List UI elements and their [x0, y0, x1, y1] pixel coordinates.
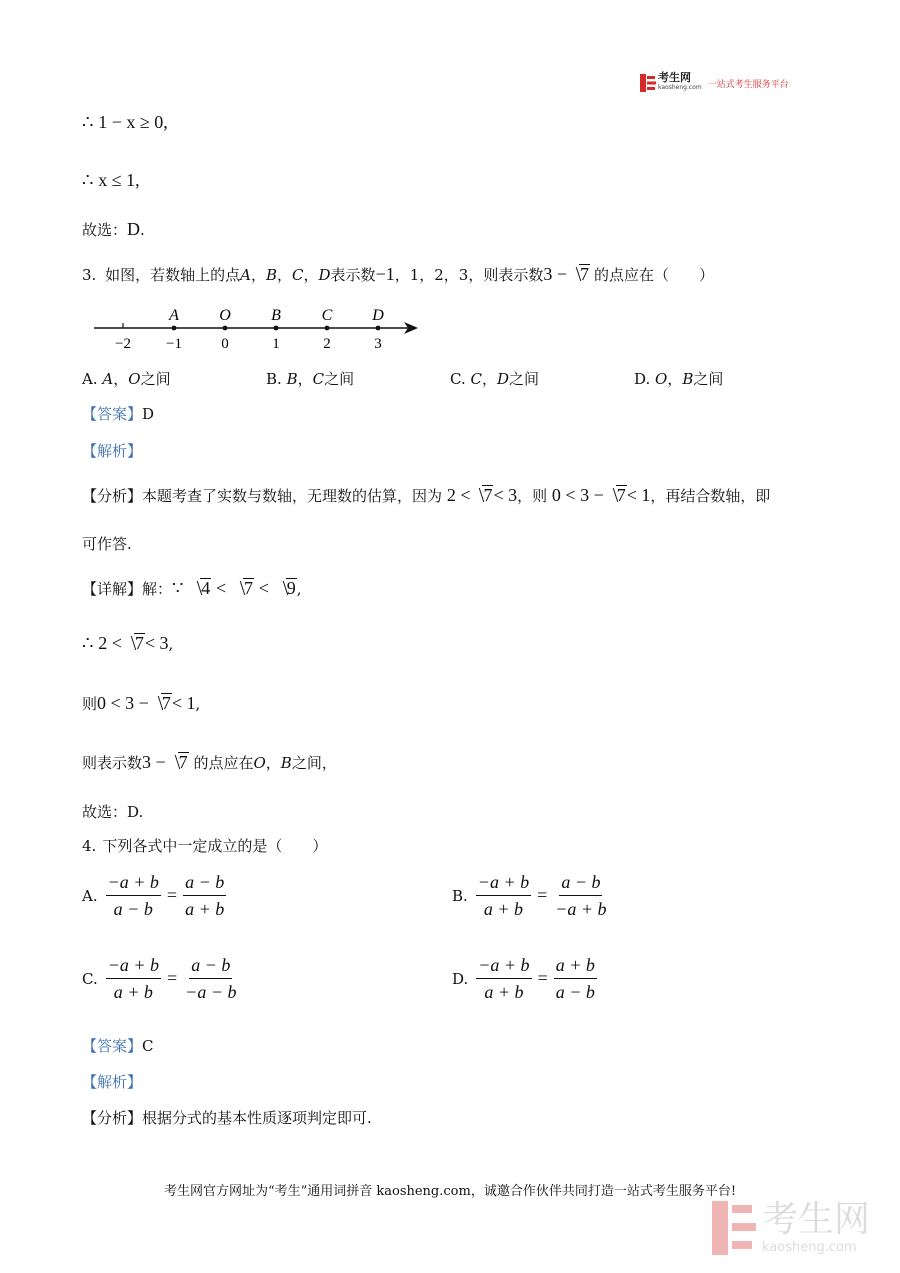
axis-point-label: D: [372, 307, 384, 324]
axis-point-label: B: [271, 307, 281, 324]
choose-line-top: 故选：D.: [82, 219, 145, 239]
ineq-2: x ≤ 1: [98, 170, 136, 190]
q3-detail-2: ∴ 2 < 7< 3,: [82, 633, 174, 653]
axis-point-dot: [376, 326, 381, 331]
q4-option: A. $\frac{-a + b}{a - b}$ = $\frac{a - b}{a + b}$: [82, 872, 225, 919]
sqrt-7: 7: [568, 264, 590, 284]
q3-fenxi: 【分析】本题考查了实数与数轴，无理数的估算，因为 2 < 7< 3，则 0 < 3 − 7< 1，再结合数轴，即: [82, 485, 771, 505]
q4-answer: 【答案】C: [82, 1037, 154, 1055]
step-line-1: ∴ 1 − x ≥ 0,: [82, 112, 168, 132]
fraction-right: $\frac{a - b}{a + b}$: [185, 872, 225, 919]
q3-answer: 【答案】D: [82, 405, 155, 423]
logo-subtext: kaosheng.com: [658, 84, 702, 91]
fraction-right: $\frac{a + b}{a - b}$: [555, 955, 595, 1002]
q3-analysis-tag: 【解析】: [82, 442, 143, 460]
fraction-right: $\frac{a - b}{-a + b}$: [555, 872, 607, 919]
axis-point-dot: [223, 326, 228, 331]
axis-tick-label: −1: [166, 336, 182, 352]
header-logo: [640, 72, 789, 94]
axis-point-dot: [325, 326, 330, 331]
header-slogan: 一站式考生服务平台: [707, 79, 789, 90]
q3-option: C. C，D之间: [450, 370, 540, 388]
q4-option: D. $\frac{-a + b}{a + b}$ = $\frac{a + b}{a - b}$: [452, 955, 595, 1002]
axis-point-label: C: [321, 307, 333, 324]
q3-detail-3: 则0 < 3 − 7< 1,: [82, 693, 201, 713]
ineq-1: 1 − x ≥ 0: [98, 112, 164, 132]
footer-text: 考生网官方网址为“考生”通用词拼音 kaosheng.com，诚邀合作伙伴共同打造一站式考生服务平台!: [163, 1184, 737, 1199]
q3-choose: 故选：D.: [82, 803, 144, 821]
q3-option: A. A，O之间: [82, 370, 171, 388]
logo-text: 考生网: [658, 71, 691, 84]
fraction-left: $\frac{-a + b}{a + b}$: [477, 872, 530, 919]
axis-tick-label: 0: [221, 336, 229, 352]
step-line-2: ∴ x ≤ 1,: [82, 170, 140, 190]
q4-stem: 4. 下列各式中一定成立的是（ ）: [82, 837, 328, 855]
watermark-subtext: kaosheng.com: [762, 1240, 857, 1255]
q4-option: C. $\frac{-a + b}{a + b}$ = $\frac{a - b}{-a - b}$: [82, 955, 237, 1002]
fraction-left: $\frac{-a + b}{a - b}$: [107, 872, 159, 919]
number-line: [90, 300, 430, 352]
q3-fenxi-cont: 可作答.: [82, 535, 132, 553]
q3-detail-4: 则表示数3 − 7 的点应在O，B之间，: [82, 752, 337, 772]
fraction-right: $\frac{a - b}{-a - b}$: [185, 955, 237, 1002]
axis-point-label: A: [169, 307, 179, 324]
watermark: [712, 1200, 870, 1255]
axis-point-dot: [172, 326, 177, 331]
fraction-left: $\frac{-a + b}{a + b}$: [478, 955, 530, 1002]
q3-detail-1: 【详解】解：∵ 4 < 7 < 9,: [82, 578, 302, 598]
kaosheng-logo-icon: [640, 74, 656, 92]
watermark-logo-icon: [712, 1201, 756, 1255]
q4-fenxi: 【分析】根据分式的基本性质逐项判定即可.: [82, 1109, 372, 1127]
q3-option: B. B，C之间: [266, 370, 355, 388]
q3-stem: 3. 如图，若数轴上的点A，B，C，D表示数−1，1，2，3，则表示数3 − 7 的点应在（ ）: [82, 264, 715, 284]
q4-option: B. $\frac{-a + b}{a + b}$ = $\frac{a - b}{-a + b}$: [452, 872, 607, 919]
fraction-left: $\frac{-a + b}{a + b}$: [107, 955, 160, 1002]
axis-point-label: O: [219, 307, 231, 324]
q4-analysis-tag: 【解析】: [82, 1073, 143, 1091]
axis-tick-label: −2: [115, 336, 131, 352]
axis-point-dot: [274, 326, 279, 331]
q3-option: D. O，B之间: [634, 370, 724, 388]
axis-tick-label: 3: [374, 336, 382, 352]
axis-tick-label: 1: [272, 336, 280, 352]
axis-tick-label: 2: [323, 336, 331, 352]
watermark-text: 考生网: [762, 1199, 871, 1240]
